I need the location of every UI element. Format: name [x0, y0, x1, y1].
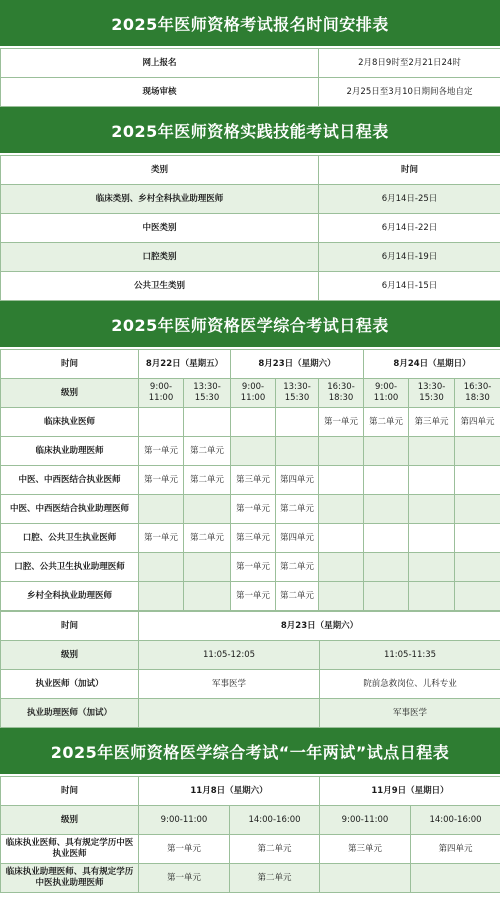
cell: 第二单元 — [230, 864, 320, 893]
time-slot: 14:00-16:00 — [411, 806, 500, 835]
cell — [231, 437, 276, 466]
cell — [231, 408, 276, 437]
table-row — [1, 582, 500, 611]
cell: 院前急救岗位、儿科专业 — [320, 670, 500, 699]
table-row — [1, 49, 500, 78]
row-label: 口腔、公共卫生执业助理医师 — [1, 553, 139, 582]
time-slot: 9:00-11:00 — [139, 379, 184, 408]
table-row — [1, 553, 500, 582]
table-row — [1, 524, 500, 553]
row-label: 网上报名 — [1, 49, 319, 78]
cell: 第三单元 — [320, 835, 411, 864]
level-label: 级别 — [1, 641, 139, 670]
slot-row — [1, 641, 500, 670]
cell — [364, 466, 409, 495]
cell — [184, 553, 231, 582]
cell: 第一单元 — [139, 466, 184, 495]
comprehensive-exam-table — [0, 349, 500, 611]
cell: 第四单元 — [411, 835, 500, 864]
row-label: 口腔类别 — [1, 243, 319, 272]
row-value: 6月14日-22日 — [319, 214, 500, 243]
cell — [409, 553, 455, 582]
table-row — [1, 699, 500, 728]
cell — [276, 437, 319, 466]
time-slot: 11:05-11:35 — [320, 641, 500, 670]
cell — [276, 408, 319, 437]
cell: 第一单元 — [139, 524, 184, 553]
cell: 第二单元 — [276, 582, 319, 611]
time-slot: 11:05-12:05 — [139, 641, 320, 670]
level-label: 级别 — [1, 379, 139, 408]
cell — [139, 495, 184, 524]
cell: 第二单元 — [184, 466, 231, 495]
cell: 第一单元 — [231, 582, 276, 611]
table-row — [1, 864, 500, 893]
time-slot: 9:00-11:00 — [231, 379, 276, 408]
registration-schedule-title: 2025年医师资格考试报名时间安排表 — [0, 0, 500, 48]
cell — [411, 864, 500, 893]
row-label: 公共卫生类别 — [1, 272, 319, 301]
cell — [455, 437, 500, 466]
cell — [455, 524, 500, 553]
cell: 第二单元 — [276, 495, 319, 524]
table-row — [1, 670, 500, 699]
cell: 第三单元 — [231, 466, 276, 495]
table-row — [1, 495, 500, 524]
cell: 第四单元 — [455, 408, 500, 437]
cell: 第二单元 — [184, 524, 231, 553]
table-header-row — [1, 612, 500, 641]
time-slot: 14:00-16:00 — [230, 806, 320, 835]
row-label: 中医类别 — [1, 214, 319, 243]
cell — [364, 582, 409, 611]
table-row — [1, 78, 500, 107]
cell — [319, 437, 364, 466]
cell — [184, 582, 231, 611]
cell: 第二单元 — [276, 553, 319, 582]
cell — [409, 524, 455, 553]
table-header-row — [1, 350, 500, 379]
practical-exam-title: 2025年医师资格实践技能考试日程表 — [0, 107, 500, 155]
cell — [364, 437, 409, 466]
time-label: 时间 — [1, 350, 139, 379]
cell: 第三单元 — [409, 408, 455, 437]
table-row — [1, 437, 500, 466]
row-label: 临床类别、乡村全科执业助理医师 — [1, 185, 319, 214]
cell — [319, 495, 364, 524]
cell — [364, 524, 409, 553]
column-header-category: 类别 — [1, 156, 319, 185]
cell: 第一单元 — [231, 495, 276, 524]
comprehensive-exam-title: 2025年医师资格医学综合考试日程表 — [0, 301, 500, 349]
time-slot: 13:30-15:30 — [184, 379, 231, 408]
cell: 第二单元 — [184, 437, 231, 466]
row-value: 6月14日-19日 — [319, 243, 500, 272]
column-header-time: 时间 — [319, 156, 500, 185]
addon-exam-table — [0, 611, 500, 728]
cell — [184, 408, 231, 437]
cell: 军事医学 — [320, 699, 500, 728]
cell: 第一单元 — [231, 553, 276, 582]
table-header-row — [1, 777, 500, 806]
cell — [364, 495, 409, 524]
table-row — [1, 408, 500, 437]
table-row — [1, 243, 500, 272]
cell: 第一单元 — [139, 864, 230, 893]
cell: 第二单元 — [230, 835, 320, 864]
row-label: 中医、中西医结合执业医师 — [1, 466, 139, 495]
date-header: 11月8日（星期六） — [139, 777, 320, 806]
row-label: 现场审核 — [1, 78, 319, 107]
cell — [455, 553, 500, 582]
date-header: 8月23日（星期六） — [231, 350, 364, 379]
registration-table — [0, 48, 500, 107]
time-label: 时间 — [1, 777, 139, 806]
row-value: 6月14日-25日 — [319, 185, 500, 214]
table-header-row — [1, 156, 500, 185]
cell — [320, 864, 411, 893]
cell — [409, 437, 455, 466]
cell: 第三单元 — [231, 524, 276, 553]
table-row — [1, 835, 500, 864]
row-value: 6月14日-15日 — [319, 272, 500, 301]
row-label: 执业助理医师（加试） — [1, 699, 139, 728]
cell: 第二单元 — [364, 408, 409, 437]
slot-row — [1, 379, 500, 408]
time-slot: 13:30-15:30 — [409, 379, 455, 408]
cell: 军事医学 — [139, 670, 320, 699]
row-label: 临床执业医师 — [1, 408, 139, 437]
cell — [455, 582, 500, 611]
table-row — [1, 214, 500, 243]
cell — [455, 466, 500, 495]
cell — [139, 408, 184, 437]
cell — [319, 553, 364, 582]
cell — [455, 495, 500, 524]
cell: 第四单元 — [276, 466, 319, 495]
row-label: 乡村全科执业助理医师 — [1, 582, 139, 611]
practical-exam-table — [0, 155, 500, 301]
date-header: 11月9日（星期日） — [320, 777, 500, 806]
cell — [319, 466, 364, 495]
time-slot: 9:00-11:00 — [364, 379, 409, 408]
table-row — [1, 185, 500, 214]
row-value: 2月25日至3月10日期间各地自定 — [319, 78, 500, 107]
row-label: 临床执业助理医师、具有规定学历中医执业助理医师 — [1, 864, 139, 893]
row-label: 执业医师（加试） — [1, 670, 139, 699]
time-slot: 9:00-11:00 — [139, 806, 230, 835]
time-slot: 16:30-18:30 — [319, 379, 364, 408]
time-slot: 9:00-11:00 — [320, 806, 411, 835]
row-label: 中医、中西医结合执业助理医师 — [1, 495, 139, 524]
cell — [409, 466, 455, 495]
cell: 第四单元 — [276, 524, 319, 553]
row-label: 临床执业助理医师 — [1, 437, 139, 466]
row-value: 2月8日9时至2月21日24时 — [319, 49, 500, 78]
cell — [184, 495, 231, 524]
cell — [139, 553, 184, 582]
date-header: 8月22日（星期五） — [139, 350, 231, 379]
cell — [139, 699, 320, 728]
time-slot: 16:30-18:30 — [455, 379, 500, 408]
cell: 第一单元 — [319, 408, 364, 437]
level-label: 级别 — [1, 806, 139, 835]
row-label: 临床执业医师、具有规定学历中医执业医师 — [1, 835, 139, 864]
cell — [409, 495, 455, 524]
cell — [364, 553, 409, 582]
cell: 第一单元 — [139, 437, 184, 466]
time-slot: 13:30-15:30 — [276, 379, 319, 408]
cell — [409, 582, 455, 611]
cell — [139, 582, 184, 611]
cell — [319, 524, 364, 553]
slot-row — [1, 806, 500, 835]
date-header: 8月24日（星期日） — [364, 350, 500, 379]
date-header: 8月23日（星期六） — [139, 612, 500, 641]
cell — [319, 582, 364, 611]
two-exam-pilot-table — [0, 776, 500, 893]
table-row — [1, 272, 500, 301]
two-exam-pilot-title: 2025年医师资格医学综合考试“一年两试”试点日程表 — [0, 728, 500, 776]
time-label: 时间 — [1, 612, 139, 641]
row-label: 口腔、公共卫生执业医师 — [1, 524, 139, 553]
cell: 第一单元 — [139, 835, 230, 864]
table-row — [1, 466, 500, 495]
